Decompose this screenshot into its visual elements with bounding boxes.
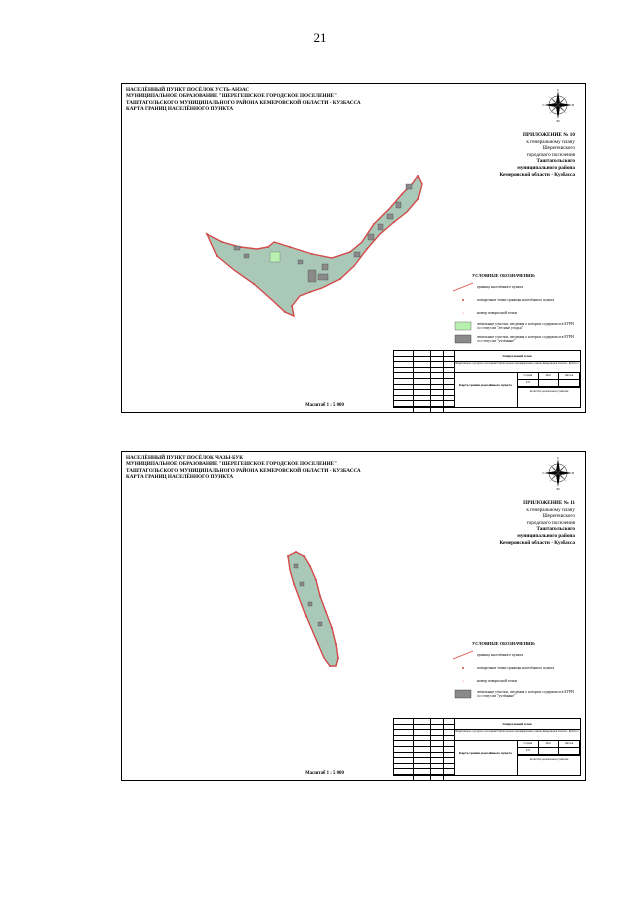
map-sheet-ust-anzas [121,83,586,413]
grid-cell: Лист [539,373,560,380]
map-scale [122,403,586,408]
grid-cell: Листов [559,741,580,748]
grid-cell [539,748,560,755]
header-settlement: НАСЕЛЁННЫЙ ПУНКТ ПОСЁЛОК УСТЬ-АНЗАС [126,87,250,93]
legend-text: поворотные точки границы населённого пункта [477,298,555,303]
grid-cell: ГП [518,380,539,387]
appendix-line: Шерегешского [542,513,575,520]
title-block-signatures [394,351,455,407]
point-number-icon [452,308,474,318]
title-block-signatures [394,719,455,775]
grid-cell [559,380,580,387]
compass-south: Ю [556,487,560,490]
title-block-name: Карта границ населённого пункта [454,373,518,407]
boundary-points [206,175,419,313]
appendix-line: муниципального района [517,164,575,171]
appendix-line: к генеральному плану [526,138,575,145]
header-municipality: МУНИЦИПАЛЬНОЕ ОБРАЗОВАНИЕ "ШЕРЕГЕШСКОЕ ГОРОДСКОЕ ПОСЕЛЕНИЕ" [126,93,337,100]
legend [452,274,577,347]
grid-cell: Стадия [518,373,539,380]
appendix-line: городского поселения [526,151,575,158]
appendix-title: ПРИЛОЖЕНИЕ № 10 [522,132,575,138]
grid-cell: Стадия [518,741,539,748]
map-header [126,455,426,481]
map-scale-text: Масштаб 1 : 5 000 [305,771,344,776]
legend-item [452,663,577,673]
settlement-area [288,552,338,666]
compass-rose-icon [541,88,575,122]
compass-west: З [542,103,544,107]
title-block-grid [518,741,580,756]
title-block-title: Генеральный план [454,351,580,362]
legend-item [452,676,577,686]
page-number: 21 [313,30,327,45]
legend-item [452,308,577,318]
grid-cell [559,748,580,755]
legend-text: граница населённого пункта [477,653,524,658]
legend-item [452,295,577,305]
legend-text: граница населённого пункта [477,285,524,290]
title-block-org: Агентство регионального развития [529,758,569,761]
forest-parcel-icon [452,321,474,331]
legend-text: номер поворотной точки [477,311,517,316]
appendix-line: Кемеровской области - Кузбасса [499,539,575,546]
title-block-desc: Шерегешского городского поселения Таштагольского муниципального района Кемеровской области - Кузбасса [454,729,580,741]
header-settlement: НАСЕЛЁННЫЙ ПУНКТ ПОСЁЛОК ЧАЗЫ-БУК [126,455,243,461]
grid-cell [539,380,560,387]
legend [452,642,577,702]
legend-item [452,334,577,344]
legend-title: УСЛОВНЫЕ ОБОЗНАЧЕНИЯ: [472,641,536,646]
legend-text: земельные участки, сведения о которых содержатся в ЕГРН со статусом "учтённые" [477,690,574,699]
title-block-desc: Шерегешского городского поселения Таштагольского муниципального района Кемеровской области - Кузбасса [454,361,580,373]
legend-item [452,689,577,699]
header-map-title: КАРТА ГРАНИЦ НАСЕЛЁННОГО ПУНКТА [126,474,234,481]
map-sheet-chazy-buk [121,451,586,781]
appendix-label [435,132,575,178]
header-municipality: МУНИЦИПАЛЬНОЕ ОБРАЗОВАНИЕ "ШЕРЕГЕШСКОЕ ГОРОДСКОЕ ПОСЕЛЕНИЕ" [126,461,337,468]
legend-item [452,321,577,331]
registered-parcel-icon [452,689,474,699]
appendix-line: Шерегешского [542,145,575,152]
compass-east: В [571,103,574,107]
title-block-main [454,351,580,407]
header-map-title: КАРТА ГРАНИЦ НАСЕЛЁННОГО ПУНКТА [126,106,234,113]
appendix-line: к генеральному плану [526,506,575,513]
appendix-line: Таштагольского [536,158,575,165]
grid-cell: ГП [518,748,539,755]
compass-north: С [556,88,560,92]
compass-south: Ю [556,119,560,122]
boundary-line-icon [452,650,474,660]
compass-rose-icon [541,456,575,490]
grid-cell: Лист [539,741,560,748]
legend-title: УСЛОВНЫЕ ОБОЗНАЧЕНИЯ: [472,273,536,278]
title-block-grid [518,373,580,388]
compass-west: З [542,471,544,475]
compass-east: В [571,471,574,475]
appendix-line: Кемеровской области - Кузбасса [499,171,575,178]
compass-north: С [556,456,560,460]
appendix-line: муниципального района [517,532,575,539]
legend-item [452,282,577,292]
map-header [126,87,426,113]
header-district: ТАШТАГОЛЬСКОГО МУНИЦИПАЛЬНОГО РАЙОНА КЕМЕРОВСКОЙ ОБЛАСТИ - КУЗБАССА [126,467,361,474]
title-block [393,350,581,408]
appendix-line: городского поселения [526,519,575,526]
map-scale-text: Масштаб 1 : 5 000 [305,403,344,408]
boundary-line-icon [452,282,474,292]
appendix-title: ПРИЛОЖЕНИЕ № 11 [523,500,575,506]
point-number-icon [452,676,474,686]
map-scale [122,771,586,776]
legend-item [452,650,577,660]
title-block-main [454,719,580,775]
svg-text:1: 1 [462,311,464,316]
forest-parcel [270,252,280,262]
appendix-line: Таштагольского [536,526,575,533]
title-block-title: Генеральный план [454,719,580,730]
svg-text:1: 1 [462,679,464,684]
legend-text: номер поворотной точки [477,679,517,684]
title-block [393,718,581,776]
legend-text: земельные участки, сведения о которых содержатся в ЕГРН со статусом "лесные угодья" [477,322,574,331]
appendix-label [435,500,575,546]
registered-parcel-icon [452,334,474,344]
legend-text: поворотные точки границы населённого пункта [477,666,555,671]
title-block-name: Карта границ населённого пункта [454,741,518,775]
boundary-point-icon [452,295,474,305]
title-block-org: Агентство регионального развития [529,390,569,393]
boundary-point-icon [452,663,474,673]
grid-cell: Листов [559,373,580,380]
legend-text: земельные участки, сведения о которых содержатся в ЕГРН со статусом "учтённые" [477,335,574,344]
header-district: ТАШТАГОЛЬСКОГО МУНИЦИПАЛЬНОГО РАЙОНА КЕМЕРОВСКОЙ ОБЛАСТИ - КУЗБАССА [126,99,361,106]
